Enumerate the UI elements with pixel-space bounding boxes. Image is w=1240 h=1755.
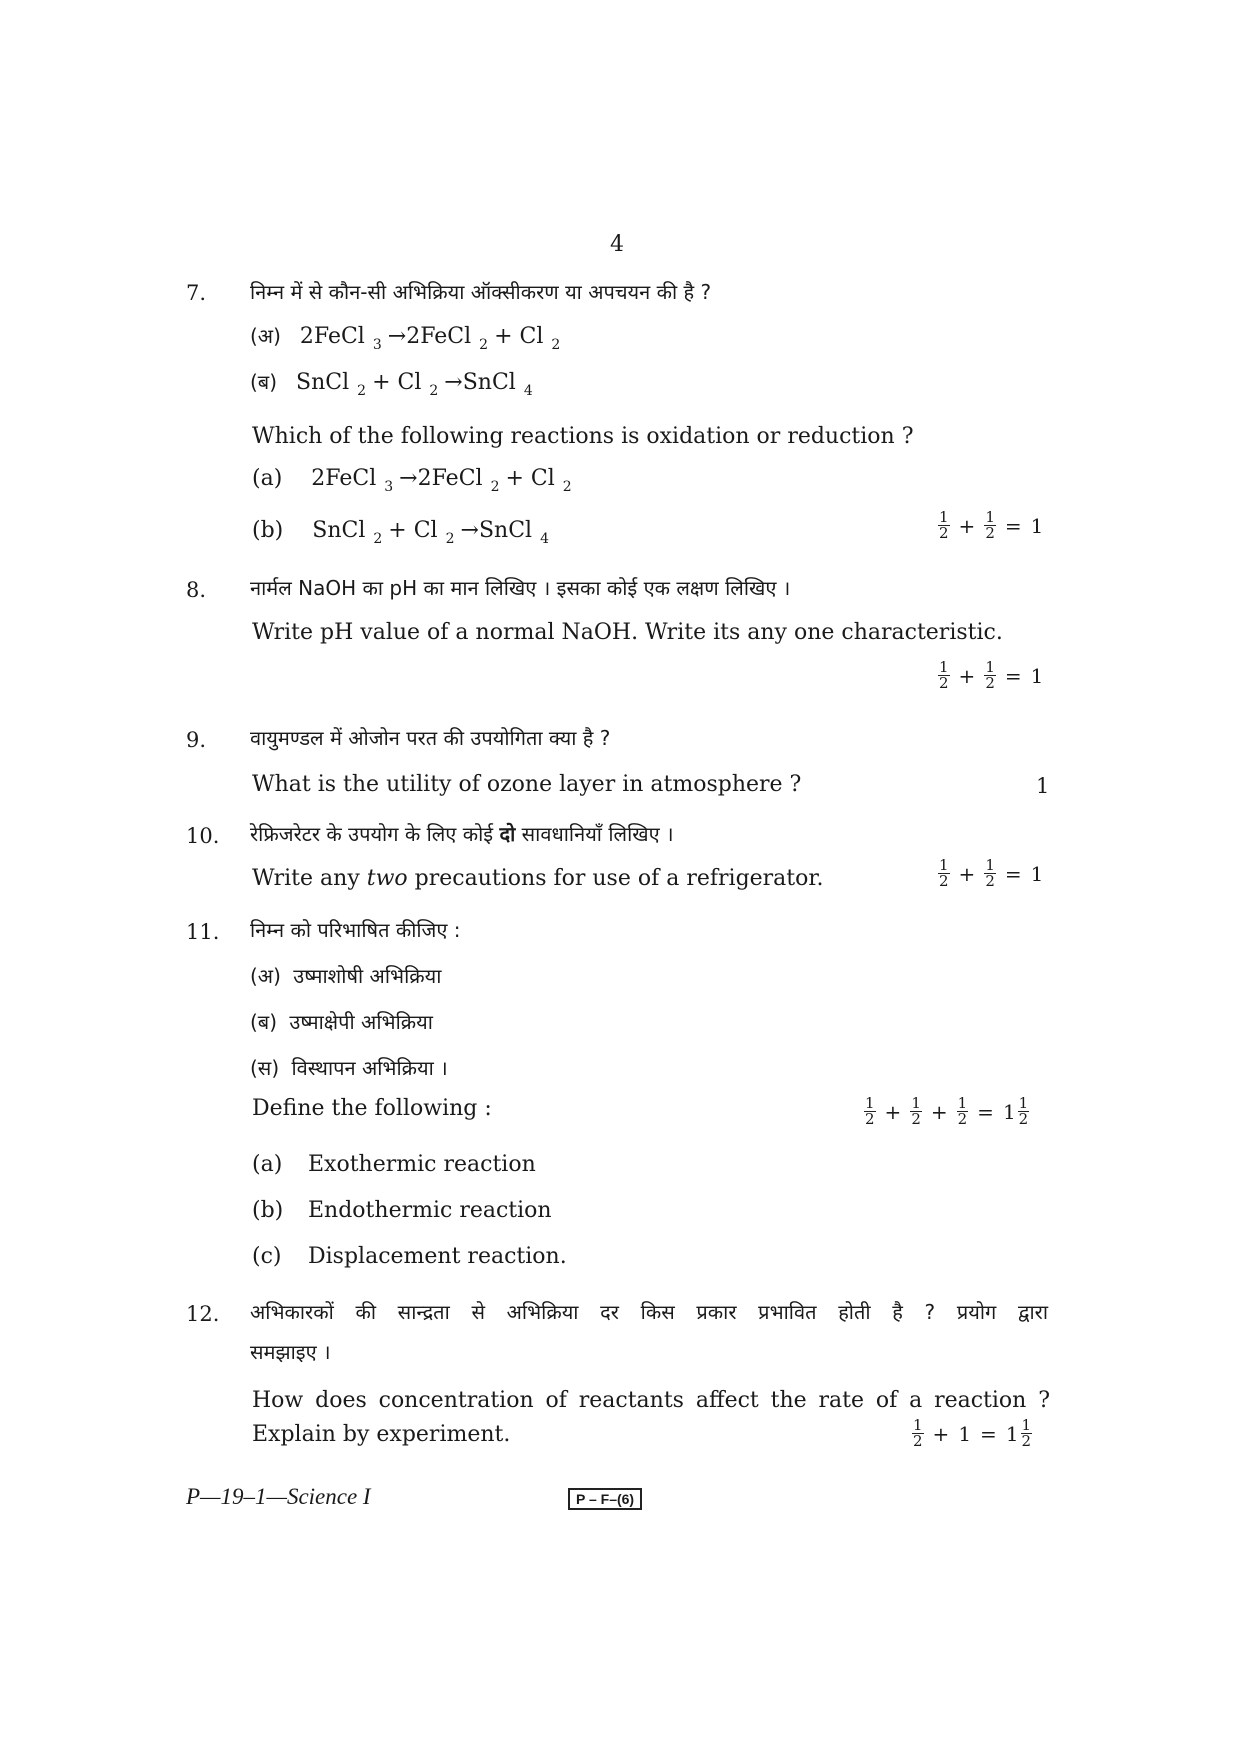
option-label: (a): [252, 466, 283, 491]
q11-english-item: [252, 1244, 567, 1269]
eq-plus: +: [372, 370, 391, 395]
marks-equals: =: [1004, 663, 1022, 688]
option-text: विस्थापन अभिक्रिया ।: [291, 1056, 448, 1080]
eq-term: SnCl: [312, 518, 366, 543]
question-7-hindi: निम्न में से कौन-सी अभिक्रिया ऑक्सीकरण या अपचयन की है ?: [250, 280, 712, 304]
arrow: →: [387, 324, 407, 349]
fraction-half: $\frac{1}{2}$: [939, 508, 949, 542]
question-8-hindi: नार्मल NaOH का pH का मान लिखिए । इसका कोई एक लक्षण लिखिए ।: [250, 576, 791, 600]
fraction-half: $\frac{1}{2}$: [865, 1094, 875, 1128]
option-text: Displacement reaction.: [308, 1244, 567, 1269]
eq-term: Cl: [530, 466, 555, 491]
question-12-number: 12.: [186, 1302, 220, 1326]
marks-plus: +: [930, 1099, 948, 1124]
option-label: (c): [252, 1244, 282, 1269]
fraction-half: $\frac{1}{2}$: [939, 856, 949, 890]
q7-marks: [938, 510, 1043, 541]
question-12-english-line2: Explain by experiment.: [252, 1422, 511, 1447]
fraction-half: $\frac{1}{2}$: [913, 1416, 923, 1450]
eq-sub: 2: [445, 531, 455, 547]
eq-plus: +: [388, 518, 407, 543]
question-12-hindi-line2: समझाइए ।: [250, 1340, 331, 1364]
footer-set-code: P – F–(6): [568, 1488, 642, 1510]
question-10-english: [252, 866, 823, 891]
q7-english-option-b: [252, 518, 555, 547]
q11-english-item: [252, 1198, 552, 1223]
question-7-number: 7.: [186, 281, 207, 305]
marks-one: 1: [958, 1421, 972, 1446]
marks-equals: =: [980, 1421, 997, 1446]
marks-plus: +: [884, 1099, 902, 1124]
q11-hindi-item: [250, 962, 441, 989]
eq-term: Cl: [519, 324, 544, 349]
marks-plus: +: [958, 861, 976, 886]
eq-sub: 2: [562, 479, 572, 495]
q12-marks: [912, 1418, 1032, 1449]
option-text: Endothermic reaction: [308, 1198, 552, 1223]
question-7-english: Which of the following reactions is oxidation or reduction ?: [252, 424, 914, 449]
q7-english-option-a: [252, 466, 578, 495]
option-text: Exothermic reaction: [308, 1152, 536, 1177]
eq-term: Cl: [397, 370, 422, 395]
mixed-number: 1 $\frac{1}{2}$: [1005, 1416, 1032, 1450]
question-11-hindi: निम्न को परिभाषित कीजिए :: [250, 918, 461, 942]
eq-term: Cl: [413, 518, 438, 543]
eq-term: SnCl: [478, 518, 533, 543]
question-12-hindi-line1: अभिकारकों की सान्द्रता से अभिक्रिया दर किस प्रकार प्रभावित होती है ? प्रयोग द्वारा: [250, 1300, 1048, 1324]
q9-marks: 1: [1036, 774, 1050, 798]
eq-term: 2FeCl: [299, 324, 365, 349]
fraction-half: $\frac{1}{2}$: [957, 1094, 968, 1128]
marks-equals: =: [1004, 861, 1022, 886]
text-segment: रेफ्रिजरेटर के उपयोग के लिए कोई: [250, 822, 494, 846]
eq-sub: 3: [372, 337, 382, 353]
option-label: (अ): [250, 964, 281, 988]
option-text: उष्माक्षेपी अभिक्रिया: [289, 1010, 433, 1034]
text-segment: सावधानियाँ लिखिए ।: [521, 822, 674, 846]
q7-hindi-option-a: [250, 322, 566, 353]
eq-sub: 4: [540, 531, 549, 547]
fraction-half: $\frac{1}{2}$: [985, 856, 995, 890]
marks-equals: =: [977, 1099, 994, 1124]
eq-sub: 2: [490, 479, 500, 495]
question-8-number: 8.: [186, 578, 207, 602]
arrow: →: [460, 518, 479, 543]
option-label: (ब): [250, 370, 278, 394]
eq-plus: +: [494, 324, 513, 349]
eq-sub: 2: [479, 337, 489, 353]
option-label: (ब): [250, 1010, 278, 1034]
option-label: (a): [252, 1152, 283, 1177]
eq-sub: 2: [357, 383, 367, 399]
marks-plus: +: [958, 513, 976, 538]
option-label: (b): [252, 1198, 284, 1223]
eq-sub: 4: [523, 383, 533, 399]
eq-term: SnCl: [296, 370, 350, 395]
question-9-number: 9.: [186, 728, 207, 752]
q7-hindi-option-b: [250, 368, 539, 399]
fraction-half: $\frac{1}{2}$: [985, 508, 995, 542]
q8-marks: [938, 660, 1043, 691]
mixed-number: 1 $\frac{1}{2}$: [1002, 1094, 1029, 1128]
eq-sub: 2: [373, 531, 383, 547]
arrow: →: [444, 370, 463, 395]
eq-term: 2FeCl: [406, 324, 472, 349]
question-9-english: What is the utility of ozone layer in atmosphere ?: [252, 772, 802, 797]
text-segment: precautions for use of a refrigerator.: [414, 866, 824, 891]
option-label: (b): [252, 518, 284, 543]
fraction-half: $\frac{1}{2}$: [985, 658, 995, 692]
fraction-half: $\frac{1}{2}$: [939, 658, 949, 692]
eq-term: SnCl: [462, 370, 516, 395]
marks-total: 1: [1030, 861, 1044, 886]
q10-marks: [938, 858, 1043, 889]
emphasis: दो: [499, 822, 516, 846]
arrow: →: [399, 466, 418, 491]
option-text: उष्माशोषी अभिक्रिया: [293, 964, 442, 988]
marks-plus: +: [932, 1421, 950, 1446]
question-8-english: Write pH value of a normal NaOH. Write its any one characteristic.: [252, 620, 1003, 645]
marks-total: 1: [1030, 663, 1044, 688]
q11-marks: [864, 1096, 1029, 1127]
footer-paper-code: P—19–1—Science I: [186, 1484, 371, 1509]
emphasis: two: [366, 866, 408, 891]
option-label: (अ): [250, 324, 281, 348]
question-12-english-line1: How does concentration of reactants affect the rate of a reaction ?: [252, 1388, 1050, 1413]
question-10-number: 10.: [186, 824, 220, 848]
q11-hindi-item: [250, 1008, 433, 1035]
question-9-hindi: वायुमण्डल में ओजोन परत की उपयोगिता क्या है ?: [250, 726, 611, 750]
question-11-number: 11.: [186, 920, 220, 944]
marks-equals: =: [1004, 513, 1022, 538]
eq-sub: 2: [551, 337, 561, 353]
eq-sub: 2: [429, 383, 439, 399]
eq-sub: 3: [384, 479, 394, 495]
eq-plus: +: [505, 466, 524, 491]
eq-term: 2FeCl: [311, 466, 377, 491]
q11-english-item: [252, 1152, 536, 1177]
eq-term: 2FeCl: [417, 466, 483, 491]
question-11-english: Define the following :: [252, 1096, 492, 1121]
text-segment: Write any: [252, 866, 360, 891]
page-number: 4: [610, 232, 624, 257]
marks-total: 1: [1030, 513, 1044, 538]
q11-hindi-item: [250, 1054, 448, 1081]
option-label: (स): [250, 1056, 280, 1080]
marks-plus: +: [958, 663, 976, 688]
fraction-half: $\frac{1}{2}$: [911, 1094, 921, 1128]
question-10-hindi: [250, 820, 674, 847]
